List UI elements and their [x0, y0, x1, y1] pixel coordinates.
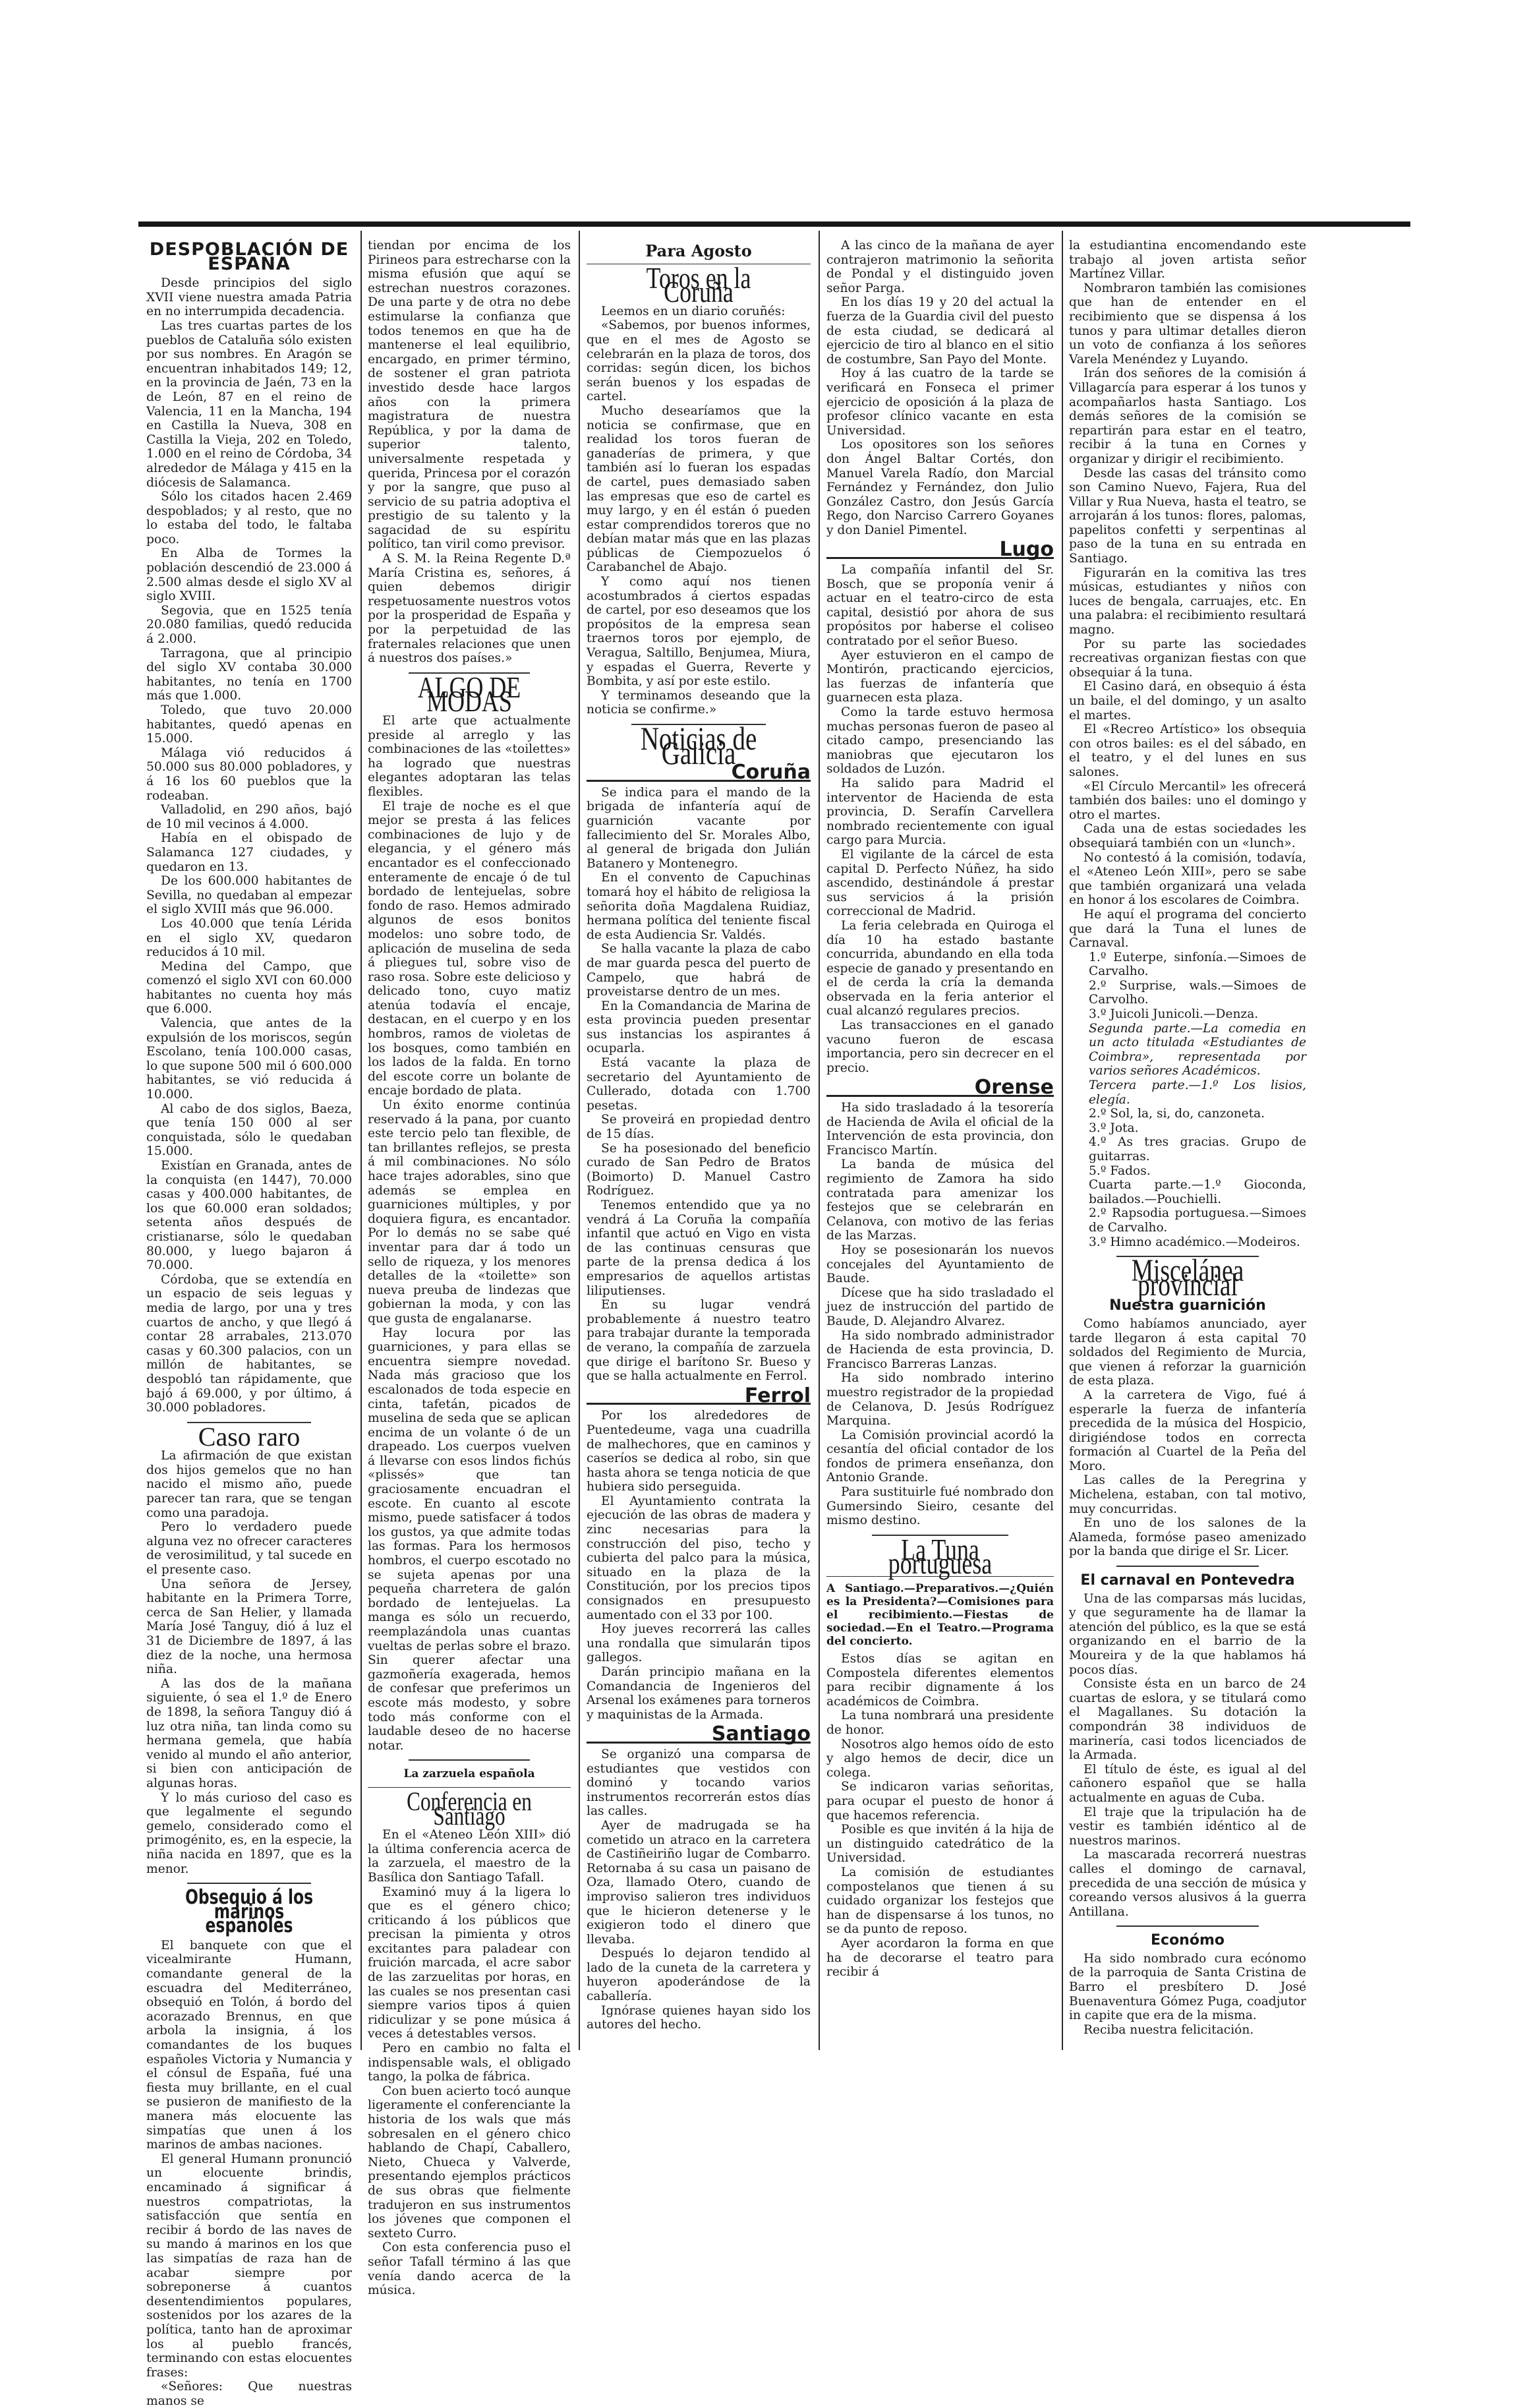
paragraph: Las calles de la Peregrina y Michelena, estaban, con tal motivo, muy concurridas.	[1069, 1473, 1306, 1516]
paragraph: Un éxito enorme continúa reservado á la pana, por cuanto este tercio pelo tan flexible, de tan brillantes reflejos, se presta á mil combinaciones. No sólo hace trajes adorables, sino que además se emplea en guarniciones múltiples, y por doquiera figura, es encantador. Por lo demás no se sabe qué inventar para dar á todo un sello de riqueza, y los menores detalles de la «toilette» son nueva preuba de lindezas que gobiernan la moda, y con las que gusta de engalanarse.	[368, 1098, 571, 1326]
santiago-title: Santiago	[587, 1727, 811, 1744]
paragraph: La mascarada recorrerá nuestras calles el domingo de carnaval, precedida de una sección de música y coreando versos alusivos á la guerra Antillana.	[1069, 1848, 1306, 1919]
column-3	[587, 239, 811, 2071]
economo-article	[1069, 1952, 1306, 2038]
paragraph: Ayer de madrugada se ha cometido un atraco en la carretera de Castiñeiriño lugar de Combarro. Retornaba á su casa un paisano de Oza, llamado Otero, cuando de improviso salieron tres individuos que le hicieron detenerse y le exigieron todo el dinero que llevaba.	[587, 1818, 811, 1947]
paragraph: A S. M. la Reina Regente D.ª María Cristina es, señores, á quien debemos dirigir respetuosamente nuestros votos por la prosperidad de España y por la perpetuidad de las fraternales relaciones que unen á nuestros dos países.»	[368, 552, 571, 666]
paragraph: He aquí el programa del concierto que dará la Tuna el lunes de Carnaval.	[1069, 907, 1306, 951]
paragraph: La banda de música del regimiento de Zamora ha sido contratada para amenizar los festejos que se celebrarán en Celanova, con motivo de las ferias de las Marzas.	[826, 1158, 1054, 1243]
program-item: 2.º Surprise, wals.—Simoes de Carvolho.	[1089, 978, 1306, 1007]
obsequio-continued	[368, 239, 571, 666]
paragraph: Posible es que invitén á la hija de un distinguido catedrático de la Universidad.	[826, 1823, 1054, 1865]
paragraph: Hoy se posesionarán los nuevos concejales del Ayuntamiento de Baude.	[826, 1243, 1054, 1286]
divider	[409, 1759, 531, 1761]
paragraph: Examinó muy á la ligera lo que es el género chico; criticando á los públicos que precisan la pimienta y otros excitantes para paladear con fruición marcada, el acre sabor de las zarzuelitas por horas, en las cuales se nos presentan casi siempre varios tipos á quien ridiculizar y se pone música á veces á detestables versos.	[368, 1885, 571, 2041]
tuna-summary: A Santiago.—Preparativos.—¿Quién es la Presidenta?—Comisiones para el recibimiento.—Fiestas de sociedad.—En el Teatro.—Programa del concierto.	[826, 1582, 1054, 1649]
lugo-article	[826, 563, 1054, 1075]
column-5	[1069, 239, 1306, 2071]
paragraph: Estos días se agitan en Compostela diferentes elementos para recibir dignamente á los académicos de Coimbra.	[826, 1652, 1054, 1709]
paragraph: Ha sido nombrado cura ecónomo de la parroquia de Santa Cristina de Barro el presbítero D. José Buenaventura Gómez Puga, coadjutor in capite que era de la misma.	[1069, 1951, 1306, 2023]
paragraph: Se halla vacante la plaza de cabo de mar guarda pesca del puerto de Campelo, que habrá de proveistarse dentro de un mes.	[587, 942, 811, 999]
tuna-continued	[1069, 239, 1306, 951]
paragraph: Una de las comparsas más lucidas, y que seguramente ha de llamar la atención del público, es la que se está organizando en el barrio de la Moureira y de la que hablamos há pocos días.	[1069, 1591, 1306, 1677]
paragraph: La feria celebrada en Quiroga el día 10 ha estado bastante concurrida, abundando en ella toda especie de ganado y presentando en el de cerda la cría la demanda observada en la feria anterior el cual alcanzó regulares precios.	[826, 918, 1054, 1018]
paragraph: Y terminamos deseando que la noticia se confirme.»	[587, 688, 811, 717]
conferencia-title: Conferencia en Santiago	[407, 1786, 532, 1831]
modas-title: ALGO DE MODAS	[417, 670, 521, 719]
paragraph: Córdoba, que se extendía en un espacio de seis leguas y media de largo, por una y tres cuartos de ancho, y que llegó á contar 28 arrabales, 213.070 casas y 60.300 palacios, con un millón de habitantes, se despobló tan rápidamente, que bajó á 69.000, y por último, á 30.000 pobladores.	[146, 1272, 352, 1415]
paragraph: La Comisión provincial acordó la cesantía del oficial contador de los fondos de primera enseñanza, don Antonio Grande.	[826, 1428, 1054, 1485]
paragraph: Como la tarde estuvo hermosa muchas personas fueron de paseo al citado campo, presenciando las maniobras que ejecutaron los soldados de Luzón.	[826, 705, 1054, 777]
paragraph: Hoy jueves recorrerá las calles una rondalla que simularán tipos gallegos.	[587, 1622, 811, 1665]
concert-program	[1089, 951, 1306, 1249]
paragraph: La afirmación de que existan dos hijos gemelos que no han nacido el mismo año, puede parecer tan rara, que se tengan como una paradoja.	[146, 1449, 352, 1520]
paragraph: Leemos en un diario coruñés:	[601, 304, 786, 318]
paragraph: Valencia, que antes de la expulsión de los moriscos, según Escolano, tenía 100.000 casas, lo que supone 500 mil ó 600.000 habitantes, se vió reducida á 10.000.	[146, 1016, 352, 1102]
toros-title: Toros en la Coruña	[646, 260, 751, 309]
paragraph: Dícese que ha sido trasladado el juez de instrucción del partido de Baude, D. Alejandro Alvarez.	[826, 1285, 1054, 1328]
program-item: 4.º As tres gracias. Grupo de guitarras.	[1089, 1135, 1306, 1163]
paragraph: El traje que la tripulación ha de vestir es también idéntico al de nuestros marinos.	[1069, 1805, 1306, 1848]
paragraph: No contestó á la comisión, todavía, el «Ateneo León XIII», pero se sabe que también organizará una velada en honor á los escolares de Coimbra.	[1069, 850, 1306, 908]
paragraph: El arte que actualmente preside al arreglo y las combinaciones de las «toilettes» ha logrado que nuestras elegantes adoptaran las telas flexibles.	[368, 714, 571, 799]
paragraph: «El Círculo Mercantil» les ofrecerá también dos bailes: uno el domingo y otro el martes.	[1069, 779, 1306, 822]
paragraph: Las tres cuartas partes de los pueblos de Cataluña sólo existen por sus nombres. En Aragón se encuentran inhabitados 149; 12, en la provincia de Jaén, 73 en la de León, 87 en el reino de Valencia, 11 en la Mancha, 194 en Castilla la Nueva, 308 en Castilla la Vieja, 202 en Toledo, 1.000 en el reino de Córdoba, 34 alrededor de Málaga y 415 en la diócesis de Salamanca.	[146, 318, 352, 490]
paragraph: El vigilante de la cárcel de esta capital D. Perfecto Núñez, ha sido ascendido, destinándole á prestar sus servicios á la prisión correccional de Madrid.	[826, 847, 1054, 919]
paragraph: Ayer estuvieron en el campo de Montirón, practicando ejercicios, las fuerzas de infantería que guarnecen esta plaza.	[826, 648, 1054, 705]
guarnicion-article	[1069, 1317, 1306, 1559]
paragraph: Nombraron también las comisiones que han de entender en el recibimiento que se dispensa á los tunos y para ultimar detalles dieron un voto de confianza á los señores Varela Menéndez y Luyando.	[1069, 281, 1306, 367]
paragraph: De los 600.000 habitantes de Sevilla, no quedaban al empezar el siglo XVIII más que 96.000.	[146, 874, 352, 917]
paragraph: Consiste ésta en un barco de 24 cuartas de eslora, y se titulará como el Magallanes. Su dotación la compondrán 38 individuos de marinería, casi todos licenciados de la Armada.	[1069, 1677, 1306, 1763]
economo-title: Económo	[1151, 1932, 1225, 1949]
column-1	[146, 239, 352, 2408]
paragraph: El título de éste, es igual al del cañonero español que se halla actualmente en aguas de Cuba.	[1069, 1762, 1306, 1805]
santiago-article	[587, 1747, 811, 2032]
column-rule	[361, 231, 362, 2050]
column-2	[368, 239, 571, 2298]
toros-article	[587, 305, 811, 717]
paragraph: Y lo más curioso del caso es que legalmente el segundo gemelo, considerado como el primogénito, es, en la especie, la niña nacida en 1897, que es la menor.	[146, 1790, 352, 1876]
program-item: 2.º Rapsodia portuguesa.—Simoes de Carvalho.	[1089, 1206, 1306, 1235]
program-item: 1.º Euterpe, sinfonía.—Simoes de Carvalho.	[1089, 950, 1306, 979]
paragraph: Se indica para el mando de la brigada de infantería aquí de guarnición vacante por fallecimiento del Sr. Morales Albo, al general de brigada don Julián Batanero y Montenegro.	[587, 785, 811, 871]
paragraph: Está vacante la plaza de secretario del Ayuntamiento de Cullerado, dotada con 1.700 pesetas.	[587, 1056, 811, 1113]
paragraph: Darán principio mañana en la Comandancia de Ingenieros del Arsenal los exámenes para torneros y maquinistas de la Armada.	[587, 1665, 811, 1722]
paragraph: Ayer acordaron la forma en que ha de decorarse el teatro para recibir á	[826, 1936, 1054, 1980]
paragraph: Desde las casas del tránsito como son Camino Nuevo, Fajera, Rua del Villar y Rua Nueva, hasta el teatro, se arrojarán á los tunos: flores, palomas, papelitos confetti y serpentinas al paso de la tuna en su entrada en Santiago.	[1069, 466, 1306, 566]
despoblacion-title: DESPOBLACIÓN DE ESPAÑA	[149, 239, 349, 274]
paragraph: El banquete con que el vicealmirante Humann, comandante general de la escuadra del Mediterráneo, obsequió en Tolón, á bordo del acorazado Brennus, en que arbola la insignia, á los comandantes de los buques españoles Victoria y Numancia y el cónsul de España, fué una fiesta muy brillante, en el cual se pusieron de manifiesto de la manera más elocuente las simpatías que unen á los marinos de ambas naciones.	[146, 1938, 352, 2152]
paragraph: la estudiantina encomendando este trabajo al joven artista señor Martínez Villar.	[1069, 239, 1306, 281]
paragraph: El traje de noche es el que mejor se presta á las felices combinaciones de lujo y de elegancia, y el género más encantador es el confeccionado enteramente de encaje ó de tul bordado de lentejuelas, sobre fondo de raso. Hemos admirado algunos de esos bonitos modelos: uno sobre todo, de aplicación de muselina de seda á pliegues tul, sobre viso de raso rosa. Sobre este delicioso y delicado tono, cuyo matiz atenúa todavía el encaje, destacan, en el cuerpo y en los hombros, ramos de violetas de los bosques, como también en los lados de la falda. En torno del escote corre un bolante de encaje bordado de plata.	[368, 799, 571, 1098]
paragraph: A las cinco de la mañana de ayer contrajeron matrimonio la señorita de Pondal y el distinguido joven señor Parga.	[826, 239, 1054, 295]
divider	[1116, 1925, 1259, 1927]
zarzuela-kicker: La zarzuela española	[403, 1767, 535, 1781]
top-rule	[138, 221, 1410, 227]
column-rule	[579, 231, 580, 2050]
ferrol-title: Ferrol	[587, 1389, 811, 1405]
paragraph: En el convento de Capuchinas tomará hoy el hábito de religiosa la señorita doña Magdalena Ruidiaz, hermana política del teniente fiscal de esta Audiencia Sr. Valdés.	[587, 871, 811, 942]
paragraph: Ha sido nombrado administrador de Hacienda de esta provincia, D. Francisco Barreras Lanzas.	[826, 1328, 1054, 1371]
paragraph: Tenemos entendido que ya no vendrá á La Coruña la compañía infantil que actuó en Vigo en vista de las continuas censuras que parte de la prensa dedica á los empresarios de aquellos artistas liliputienses.	[587, 1198, 811, 1298]
paragraph: El «Recreo Artístico» los obsequia con otros bailes: es el del sábado, en el teatro, y el del lunes en sus salones.	[1069, 722, 1306, 779]
paragraph: Existían en Granada, antes de la conquista (en 1447), 70.000 casas y 400.000 habitantes, de los que 60.000 eran soldados; setenta años después de cristianarse, sólo le quedaban 80.000, y luego bajaron á 70.000.	[146, 1159, 352, 1273]
program-item: 2.º Sol, la, si, do, canzoneta.	[1089, 1107, 1265, 1121]
program-item: Tercera parte.—1.º Los lisios, elegía.	[1089, 1078, 1306, 1107]
paragraph: «Señores: Que nuestras manos se	[146, 2380, 352, 2408]
ferrol-article	[587, 1409, 811, 1722]
paragraph: Las transacciones en el ganado vacuno fueron de escasa importancia, pero sin decrecer en el precio.	[826, 1018, 1054, 1075]
paragraph: Ha salido para Madrid el interventor de Hacienda de esta provincia, D. Serafín Carvellera nombrado recientemente con igual cargo para Murcia.	[826, 776, 1054, 848]
paragraph: Se ha posesionado del beneficio curado de San Pedro de Bratos (Boimorto) D. Manuel Castro Rodríguez.	[587, 1141, 811, 1198]
paragraph: Se proveirá en propiedad dentro de 15 días.	[587, 1113, 811, 1142]
carnaval-article	[1069, 1592, 1306, 1920]
paragraph: A las dos de la mañana siguiente, ó sea el 1.º de Enero de 1898, la señora Tanguy dió á luz otra niña, tan linda como su hermana gemela, que había venido al mundo el año anterior, si bien con anticipación de algunas horas.	[146, 1676, 352, 1790]
program-item: 3.º Himno académico.—Modeiros.	[1089, 1235, 1300, 1249]
coruna-article	[587, 786, 811, 1384]
modas-article	[368, 714, 571, 1753]
paragraph: Como habíamos anunciado, ayer tarde llegaron á esta capital 70 soldados del Regimiento de Murcia, que vienen á reforzar la guarnición de esta plaza.	[1069, 1316, 1306, 1388]
paragraph: La compañía infantil del Sr. Bosch, que se proponía venir á actuar en el teatro-circo de esta capital, desistió por ahora de sus propósitos por haberse el coliseo contratado por el señor Bueso.	[826, 563, 1054, 649]
paragraph: Después lo dejaron tendido al lado de la cuneta de la carretera y huyeron apoderándose de la caballería.	[587, 1947, 811, 2004]
paragraph: Y como aquí nos tienen acostumbrados á ciertos espadas de cartel, por eso deseamos que los propósitos de la empresa sean traernos toros por ejemplo, de Veragua, Saltillo, Benjumea, Miura, y espadas el Guerra, Reverte y Bombita, y así por este estilo.	[587, 575, 811, 689]
caso-title: Caso raro	[198, 1421, 301, 1452]
tuna-title: La Tuna portuguesa	[888, 1532, 993, 1581]
paragraph: Mucho desearíamos que la noticia se confirmase, que en realidad los toros fueran de ganaderías de primera, y que también así lo fueran los espadas de cartel, pues demasiado saben las empresas que eso de cartel es muy largo, y en él están ó pueden estar comprendidos toreros que no debían matar más que en las plazas públicas de Ciempozuelos ó Carabanchel de Abajo.	[587, 403, 811, 575]
paragraph: Una señora de Jersey, habitante en la Primera Torre, cerca de San Helier, y llamada María José Tanguy, dió á luz el 31 de Diciembre de 1897, á las diez de la noche, una hermosa niña.	[146, 1577, 352, 1677]
paragraph: «Sabemos, por buenos informes, que en el mes de Agosto se celebrarán en la plaza de toros, dos corridas: según dicen, los bichos serán buenos y los espadas de cartel.	[587, 318, 811, 404]
paragraph: En la Comandancia de Marina de esta provincia pueden presentar sus instancias los aspirantes á ocuparla.	[587, 999, 811, 1056]
paragraph: Pero lo verdadero puede alguna vez no ofrecer caracteres de verosimilitud, y tal sucede en el presente caso.	[146, 1520, 352, 1577]
paragraph: Nosotros algo hemos oído de esto y algo hemos de decir, dice un colega.	[826, 1737, 1054, 1780]
paragraph: En su lugar vendrá probablemente á nuestro teatro para trabajar durante la temporada de verano, la compañía de zarzuela que dirige el barítono Sr. Bueso y que se halla actualmente en Ferrol.	[587, 1298, 811, 1384]
column-rule	[1062, 231, 1063, 2050]
program-item: 5.º Fados.	[1089, 1163, 1151, 1178]
program-item: 3.º Jota.	[1089, 1121, 1139, 1135]
paragraph: Hoy á las cuatro de la tarde se verificará en Fonseca el primer ejercicio de oposición á la plaza de profesor clínico vacante en esta Universidad.	[826, 367, 1054, 438]
paragraph: Segovia, que en 1525 tenía 20.080 familias, quedó reducida á 2.000.	[146, 603, 352, 647]
santiago-continued	[826, 239, 1054, 537]
paragraph: Tarragona, que al principio del siglo XV contaba 30.000 habitantes, no tenía en 1700 más que 1.000.	[146, 646, 352, 703]
divider	[187, 1883, 310, 1884]
paragraph: Valladolid, en 290 años, bajó de 10 mil vecinos á 4.000.	[146, 803, 352, 831]
paragraph: Se indicaron varias señoritas, para ocupar el puesto de honor á que hacemos referencia.	[826, 1780, 1054, 1823]
carnaval-title: El carnaval en Pontevedra	[1080, 1572, 1295, 1589]
paragraph: En el «Ateneo León XIII» dió la última conferencia acerca de la zarzuela, el maestro de la Basílica don Santiago Tafall.	[368, 1828, 571, 1885]
program-item: Cuarta parte.—1.º Gioconda, bailados.—Pouchielli.	[1089, 1178, 1306, 1206]
column-4	[826, 239, 1054, 2071]
paragraph: El Ayuntamiento contrata la ejecución de las obras de madera y zinc necesarias para la construcción del piso, techo y cubierta del palco para la música, situado en la plaza de la Constitución, por los precios tipos consignados en presupuesto aumentado con el 33 por 100.	[587, 1494, 811, 1622]
paragraph: Ignórase quienes hayan sido los autores del hecho.	[587, 2003, 811, 2032]
paragraph: Ha sido trasladado á la tesorería de Hacienda de Avila el oficial de la Intervención de esta provincia, don Francisco Martín.	[826, 1101, 1054, 1158]
lugo-title: Lugo	[826, 543, 1054, 559]
galicia-title: Noticias de Galicia	[640, 720, 757, 771]
obsequio-title: Obsequio á los marinos españoles	[185, 1886, 314, 1938]
paragraph: Medina del Campo, que comenzó el siglo XVI con 60.000 habitantes no cuenta hoy más que 6.000.	[146, 959, 352, 1016]
paragraph: Se organizó una comparsa de estudiantes que vestidos con dominó y tocando varios instrumentos recorrerán estos días las calles.	[587, 1747, 811, 1819]
paragraph: Cada una de estas sociedades les obsequiará también con un «lunch».	[1069, 822, 1306, 850]
caso-article	[146, 1449, 352, 1876]
program-item: Segunda parte.—La comedia en un acto titulada «Estudiantes de Coimbra», representada por varios señores Académicos.	[1089, 1021, 1306, 1078]
paragraph: Por los alrededores de Puentedeume, vaga una cuadrilla de malhechores, que en caminos y caseríos se dedica al robo, sin que hasta ahora se tenga noticia de que hubiera sido perseguida.	[587, 1409, 811, 1494]
paragraph: En los días 19 y 20 del actual la fuerza de la Guardia civil del puesto de esta ciudad, se dedicará al ejercicio de tiro al blanco en el sitio de costumbre, San Payo del Monte.	[826, 295, 1054, 367]
orense-title: Orense	[826, 1080, 1054, 1097]
paragraph: Irán dos señores de la comisión á Villagarcía para esperar á los tunos y acompañarlos hasta Santiago. Los demás señores de la comisión se repartirán para estar en el teatro, recibir á la tuna en Cornes y organizar y dirigir el recibimiento.	[1069, 367, 1306, 466]
miscelanea-title: Miscelánea provincial	[1131, 1253, 1244, 1303]
paragraph: El Casino dará, en obsequio á ésta un baile, el del domingo, y un asalto el martes.	[1069, 680, 1306, 722]
paragraph: Al cabo de dos siglos, Baeza, que tenía 150 000 al ser conquistada, sólo le quedaban 15.000.	[146, 1101, 352, 1159]
paragraph: Por su parte las sociedades recreativas organizan fiestas con que obsequiar á la tuna.	[1069, 637, 1306, 680]
guarnicion-title: Nuestra guarnición	[1109, 1297, 1266, 1314]
paragraph: Había en el obispado de Salamanca 127 ciudades, y quedaron en 13.	[146, 831, 352, 874]
paragraph: Con buen acierto tocó aunque ligeramente el conferenciante la historia de los wals que más sobresalen en el género chico hablando de Chapí, Caballero, Nieto, Chueca y Valverde, presentando ejemplos prácticos de sus obras que fielmente tradujeron en sus instrumentos los jóvenes que componen el sexteto Curro.	[368, 2084, 571, 2241]
paragraph: La comisión de estudiantes compostelanos que tienen á su cuidado organizar los festejos que han de dispensarse á los tunos, no se da punto de reposo.	[826, 1865, 1054, 1937]
tuna-article	[826, 1652, 1054, 1980]
paragraph: Los opositores son los señores don Ángel Baltar Cortés, don Manuel Varela Radío, don Marcial Fernández y Fernández, don Julio González Castro, don Jesús García Rego, don Narciso Carrero Goyanes y don Daniel Pimentel.	[826, 438, 1054, 537]
obsequio-article	[146, 1939, 352, 2408]
paragraph: tiendan por encima de los Pirineos para estrecharse con la misma efusión que aquí se estrechan nuestros corazones. De una parte y de otra no debe estimularse la confianza que todos tenemos en que ha de mantenerse el leal equilibrio, encargado, en primer término, de sostener el gran patriota investido desde hace largos años con la primera magistratura de nuestra República, y por la dama de superior talento, universalmente respetada y querida, Princesa por el corazón y por la sangre, que puso al servicio de su patria adoptiva el prestigio de su talento y la sagacidad de su espíritu político, tan viril como previsor.	[368, 239, 571, 552]
coruna-title: Coruña	[587, 765, 811, 782]
paragraph: Hay locura por las guarniciones, y para ellas se encuentra siempre novedad. Nada más gracioso que los escalonados de toda especie en cinta, tafetán, picados de muselina de seda que se aplican encima de un volante ó de un drapeado. Los cuerpos vuelven á llevarse con esos lindos fichús «plissés» que tan graciosamente encuadran el escote. En cuanto al escote mismo, puede satisfacer á todos los gustos, ya que admite todas las formas. Para los hermosos hombros, el cuerpo escotado no se sujeta apenas por una pequeña charretera de galón bordado de lentejuelas. La manga es sólo un recuerdo, reemplazándola unas cuantas vueltas de perlas sobre el brazo. Sin querer afectar una gazmoñería exagerada, hemos de confesar que preferimos un escote más modesto, y sobre todo más conforme con el laudable deseo de no hacerse notar.	[368, 1326, 571, 1753]
paragraph: Reciba nuestra felicitación.	[1083, 2022, 1254, 2037]
paragraph: En Alba de Tormes la población descendió de 23.000 á 2.500 almas desde el siglo XV al siglo XVIII.	[146, 546, 352, 604]
paragraph: Sólo los citados hacen 2.469 despoblados; y al resto, que no lo estaba del todo, le faltaba poco.	[146, 490, 352, 546]
paragraph: Los 40.000 que tenía Lérida en el siglo XV, quedaron reducidos á 10 mil.	[146, 916, 352, 960]
paragraph: Desde principios del siglo XVII viene nuestra amada Patria en no interrumpida decadencia.	[146, 276, 352, 319]
paragraph: A la carretera de Vigo, fué á esperarle la fuerza de infantería precedida de la música del Hospicio, dirigiéndose todos en correcta formación al Cuartel de la Peña del Moro.	[1069, 1388, 1306, 1473]
paragraph: Ha sido nombrado interino muestro registrador de la propiedad de Celanova, D. Jesús Rodríguez Marquina.	[826, 1371, 1054, 1428]
paragraph: En uno de los salones de la Alameda, formóse paseo amenizado por la banda que dirige el Sr. Licer.	[1069, 1516, 1306, 1559]
paragraph: Para sustituirle fué nombrado don Gumersindo Sieiro, cesante del mismo destino.	[826, 1485, 1054, 1528]
paragraph: La tuna nombrará una presidente de honor.	[826, 1709, 1054, 1737]
paragraph: Con esta conferencia puso el señor Tafall término á las que venía dando acerca de la música.	[368, 2241, 571, 2298]
paragraph: Pero en cambio no falta el indispensable wals, el obligado tango, la polka de fábrica.	[368, 2041, 571, 2084]
paragraph: Málaga vió reducidos á 50.000 sus 80.000 pobladores, y á 16 los 60 pueblos que la rodeaban.	[146, 746, 352, 803]
despoblacion-article	[146, 276, 352, 1415]
paragraph: Figurarán en la comitiva las tres músicas, estudiantes y niños con luces de bengala, carruajes, etc. En una palabra: el recibimiento resultará magno.	[1069, 566, 1306, 637]
program-item: 3.º Juicoli Junicoli.—Denza.	[1089, 1007, 1259, 1022]
conferencia-article	[368, 1828, 571, 2298]
orense-article	[826, 1101, 1054, 1528]
paragraph: Toledo, que tuvo 20.000 habitantes, quedó apenas en 15.000.	[146, 703, 352, 746]
toros-kicker: Para Agosto	[645, 241, 752, 260]
divider	[1116, 1566, 1259, 1567]
column-rule	[819, 231, 820, 2050]
paragraph: El general Humann pronunció un elocuente brindis, encaminado á significar á nuestros compatriotas, la satisfacción que sentía en recibir á bordo de las naves de su mando á marinos en los que las simpatías de raza han de acabar siempre por sobreponerse á cuantos desentendimientos populares, sostenidos por los azares de la política, tanto han de aproximar los al pueblo francés, terminando con estas elocuentes frases:	[146, 2152, 352, 2380]
